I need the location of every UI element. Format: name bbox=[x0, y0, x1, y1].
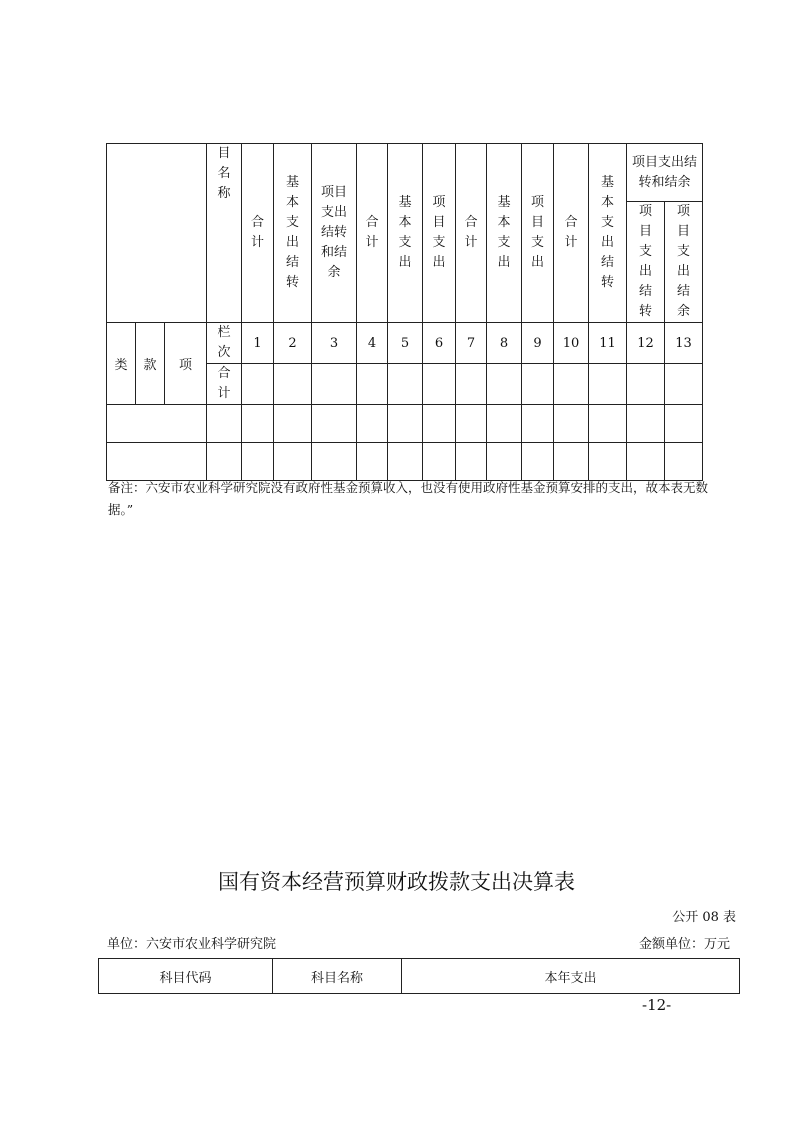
header-total-4: 合计 bbox=[554, 144, 589, 323]
table-note: 备注：六安市农业科学研究院没有政府性基金预算收入，也没有使用政府性基金预算安排的支出，故本表无数据。” bbox=[108, 480, 709, 517]
header-subject-code: 科目代码 bbox=[99, 959, 273, 994]
header-total-2: 合计 bbox=[357, 144, 388, 323]
subject-name-header bbox=[207, 144, 242, 323]
unit-label: 单位：六安市农业科学研究院 bbox=[107, 937, 277, 952]
col-number: 12 bbox=[627, 323, 665, 364]
category-header: 类 bbox=[107, 323, 136, 405]
state-capital-expenditure-table bbox=[98, 958, 740, 994]
section-title: 国有资本经营预算财政拨款支出决算表 bbox=[218, 870, 575, 894]
header-project-2: 项目支出 bbox=[522, 144, 554, 323]
header-basic-1: 基本支出 bbox=[388, 144, 423, 323]
header-total-3: 合计 bbox=[456, 144, 487, 323]
empty-row bbox=[107, 405, 703, 443]
col-number: 8 bbox=[487, 323, 522, 364]
col-number: 3 bbox=[312, 323, 357, 364]
col-number: 7 bbox=[456, 323, 487, 364]
fund-expenditure-table bbox=[106, 143, 703, 481]
header-project-carry: 项目支出结转 bbox=[627, 202, 665, 323]
header-subject-name: 科目名称 bbox=[273, 959, 402, 994]
col-number: 10 bbox=[554, 323, 589, 364]
col-number: 4 bbox=[357, 323, 388, 364]
blank-corner-cell bbox=[107, 144, 207, 323]
header-total-1: 合计 bbox=[242, 144, 274, 323]
header-project-carry-balance: 项目支出结转和结余 bbox=[312, 144, 357, 323]
col-number: 2 bbox=[274, 323, 312, 364]
money-unit-label: 金额单位：万元 bbox=[638, 937, 730, 952]
col-number: 5 bbox=[388, 323, 423, 364]
header-project-balance: 项目支出结余 bbox=[665, 202, 703, 323]
page-number: -12- bbox=[642, 996, 672, 1014]
header-project-carry-group: 项目支出结转和结余 bbox=[627, 144, 703, 202]
col-number: 11 bbox=[589, 323, 627, 364]
col-number: 1 bbox=[242, 323, 274, 364]
col-number: 9 bbox=[522, 323, 554, 364]
header-project-1: 项目支出 bbox=[423, 144, 456, 323]
section-header: 款 bbox=[136, 323, 165, 405]
table-code: 公开 08 表 bbox=[672, 910, 736, 925]
col-number: 13 bbox=[665, 323, 703, 364]
header-basic-carry-2: 基本支出结转 bbox=[589, 144, 627, 323]
column-number-label: 栏次 bbox=[207, 323, 242, 364]
item-header: 项 bbox=[165, 323, 207, 405]
header-basic-carry: 基本支出结转 bbox=[274, 144, 312, 323]
empty-row bbox=[107, 443, 703, 481]
header-annual-expenditure: 本年支出 bbox=[402, 959, 740, 994]
subject-name-label: 目名称 bbox=[217, 146, 231, 201]
total-row-label: 合计 bbox=[207, 364, 242, 405]
header-basic-2: 基本支出 bbox=[487, 144, 522, 323]
col-number: 6 bbox=[423, 323, 456, 364]
